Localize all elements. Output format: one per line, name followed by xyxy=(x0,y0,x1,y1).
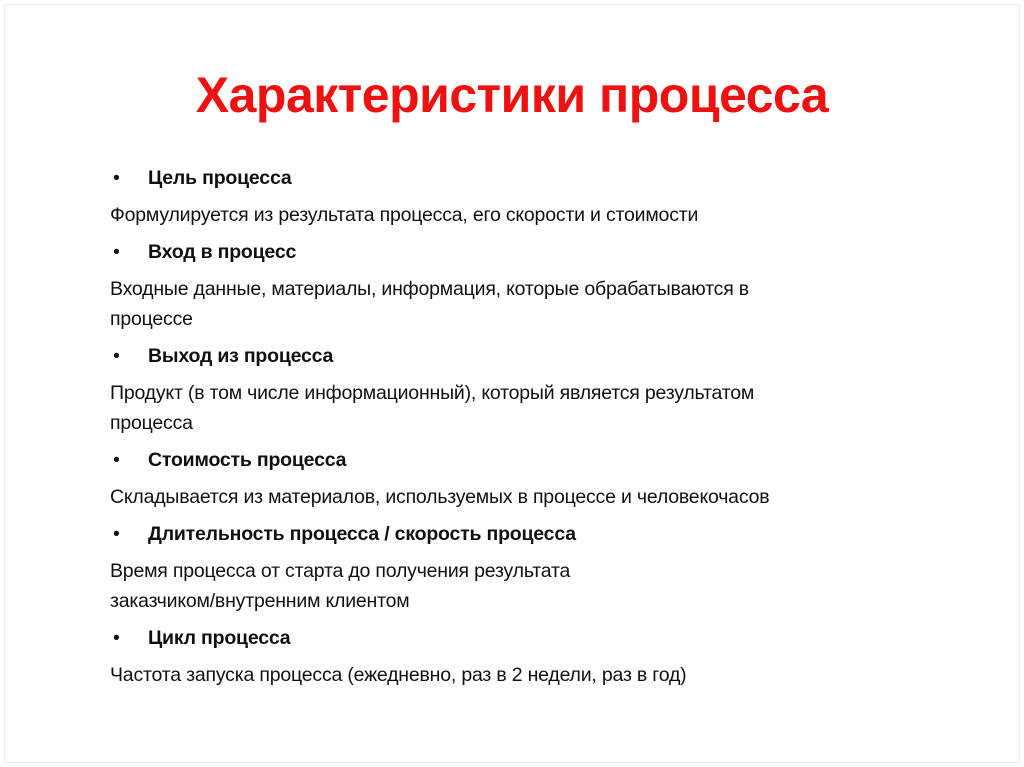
item-heading: Цель процесса xyxy=(148,167,292,189)
item-description: Складывается из материалов, используемых в процессе и человекочасов xyxy=(110,486,770,508)
bullet-icon: • xyxy=(113,345,120,367)
bullet-icon: • xyxy=(113,523,120,545)
item-heading: Длительность процесса / скорость процесса xyxy=(148,523,576,545)
item-description: Входные данные, материалы, информация, которые обрабатываются в xyxy=(110,278,749,300)
bullet-icon: • xyxy=(113,241,120,263)
bullet-icon: • xyxy=(113,627,120,649)
item-description: Время процесса от старта до получения результата xyxy=(110,560,571,582)
bullet-icon: • xyxy=(113,167,120,189)
bullet-icon: • xyxy=(113,449,120,471)
slide-title: Характеристики процесса xyxy=(195,67,829,123)
item-heading: Выход из процесса xyxy=(148,345,334,367)
item-heading: Цикл процесса xyxy=(148,627,291,649)
item-description: Продукт (в том числе информационный), который является результатом xyxy=(110,382,755,404)
item-description: Частота запуска процесса (ежедневно, раз в 2 недели, раз в год) xyxy=(110,664,687,686)
item-description: Формулируется из результата процесса, его скорости и стоимости xyxy=(110,204,699,226)
item-heading: Вход в процесс xyxy=(148,241,297,263)
item-heading: Стоимость процесса xyxy=(148,449,347,471)
item-description: процесса xyxy=(110,412,193,434)
item-description: процессе xyxy=(110,308,193,330)
item-description: заказчиком/внутренним клиентом xyxy=(110,590,410,612)
